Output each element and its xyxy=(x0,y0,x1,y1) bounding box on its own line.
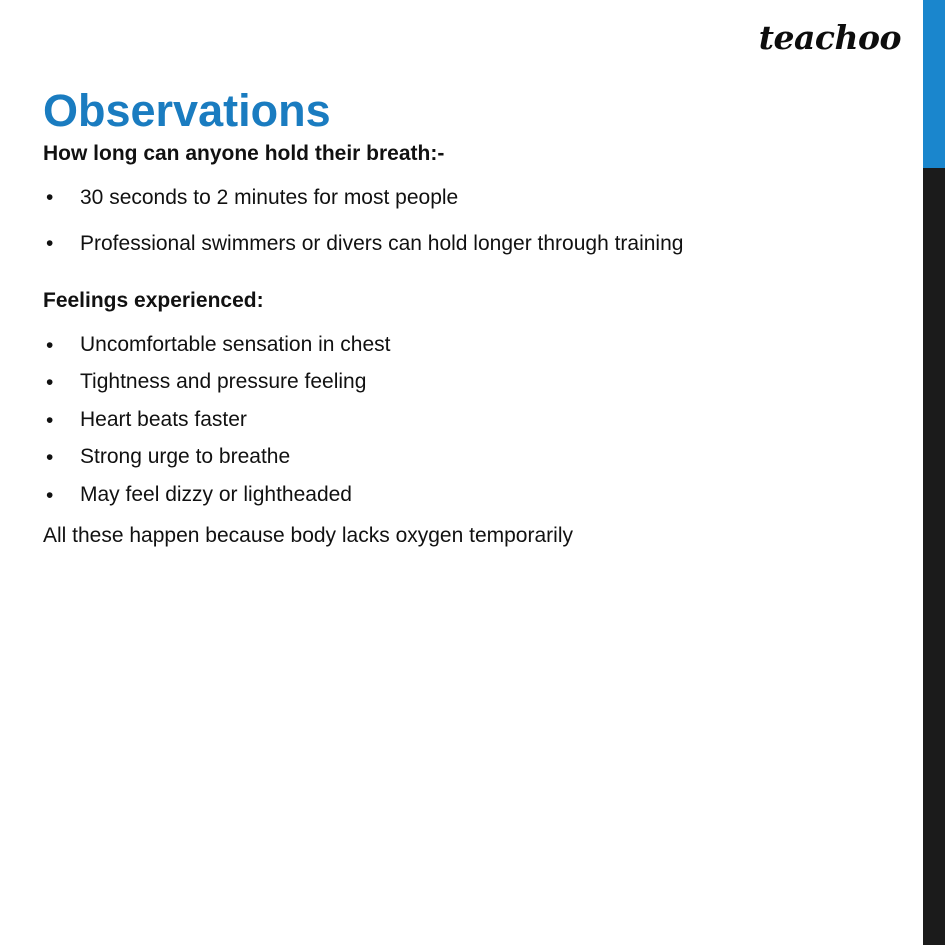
list-item-text: Professional swimmers or divers can hold longer through training xyxy=(80,232,684,256)
bullet-list-breath-duration xyxy=(43,181,863,261)
teachoo-logo: teachoo xyxy=(758,18,901,57)
closing-statement: All these happen because body lacks oxygen temporarily xyxy=(43,524,573,548)
accent-bar-blue xyxy=(923,0,945,168)
list-item xyxy=(43,329,863,361)
bullet-icon: • xyxy=(46,483,54,507)
list-item xyxy=(43,181,863,215)
list-item-text: Uncomfortable sensation in chest xyxy=(80,332,391,356)
list-item-text: Tightness and pressure feeling xyxy=(80,370,367,394)
list-item-text: Strong urge to breathe xyxy=(80,445,291,469)
list-item xyxy=(43,404,863,436)
accent-bar-dark xyxy=(923,168,945,945)
bullet-icon: • xyxy=(46,186,54,210)
slide-content xyxy=(43,140,863,573)
bullet-icon: • xyxy=(46,446,54,470)
bullet-icon: • xyxy=(46,408,54,432)
list-item xyxy=(43,366,863,398)
bullet-icon: • xyxy=(46,333,54,357)
list-item xyxy=(43,227,863,261)
bullet-icon: • xyxy=(46,371,54,395)
bullet-icon: • xyxy=(46,232,54,256)
section-heading-feelings: Feelings experienced: xyxy=(43,289,264,313)
section-heading-breath-duration: How long can anyone hold their breath:- xyxy=(43,142,445,165)
bullet-list-feelings xyxy=(43,329,863,511)
page-title: Observations xyxy=(43,85,331,137)
list-item-text: 30 seconds to 2 minutes for most people xyxy=(80,186,459,210)
list-item xyxy=(43,441,863,473)
list-item-text: May feel dizzy or lightheaded xyxy=(80,482,352,506)
list-item xyxy=(43,479,863,511)
list-item-text: Heart beats faster xyxy=(80,407,247,431)
